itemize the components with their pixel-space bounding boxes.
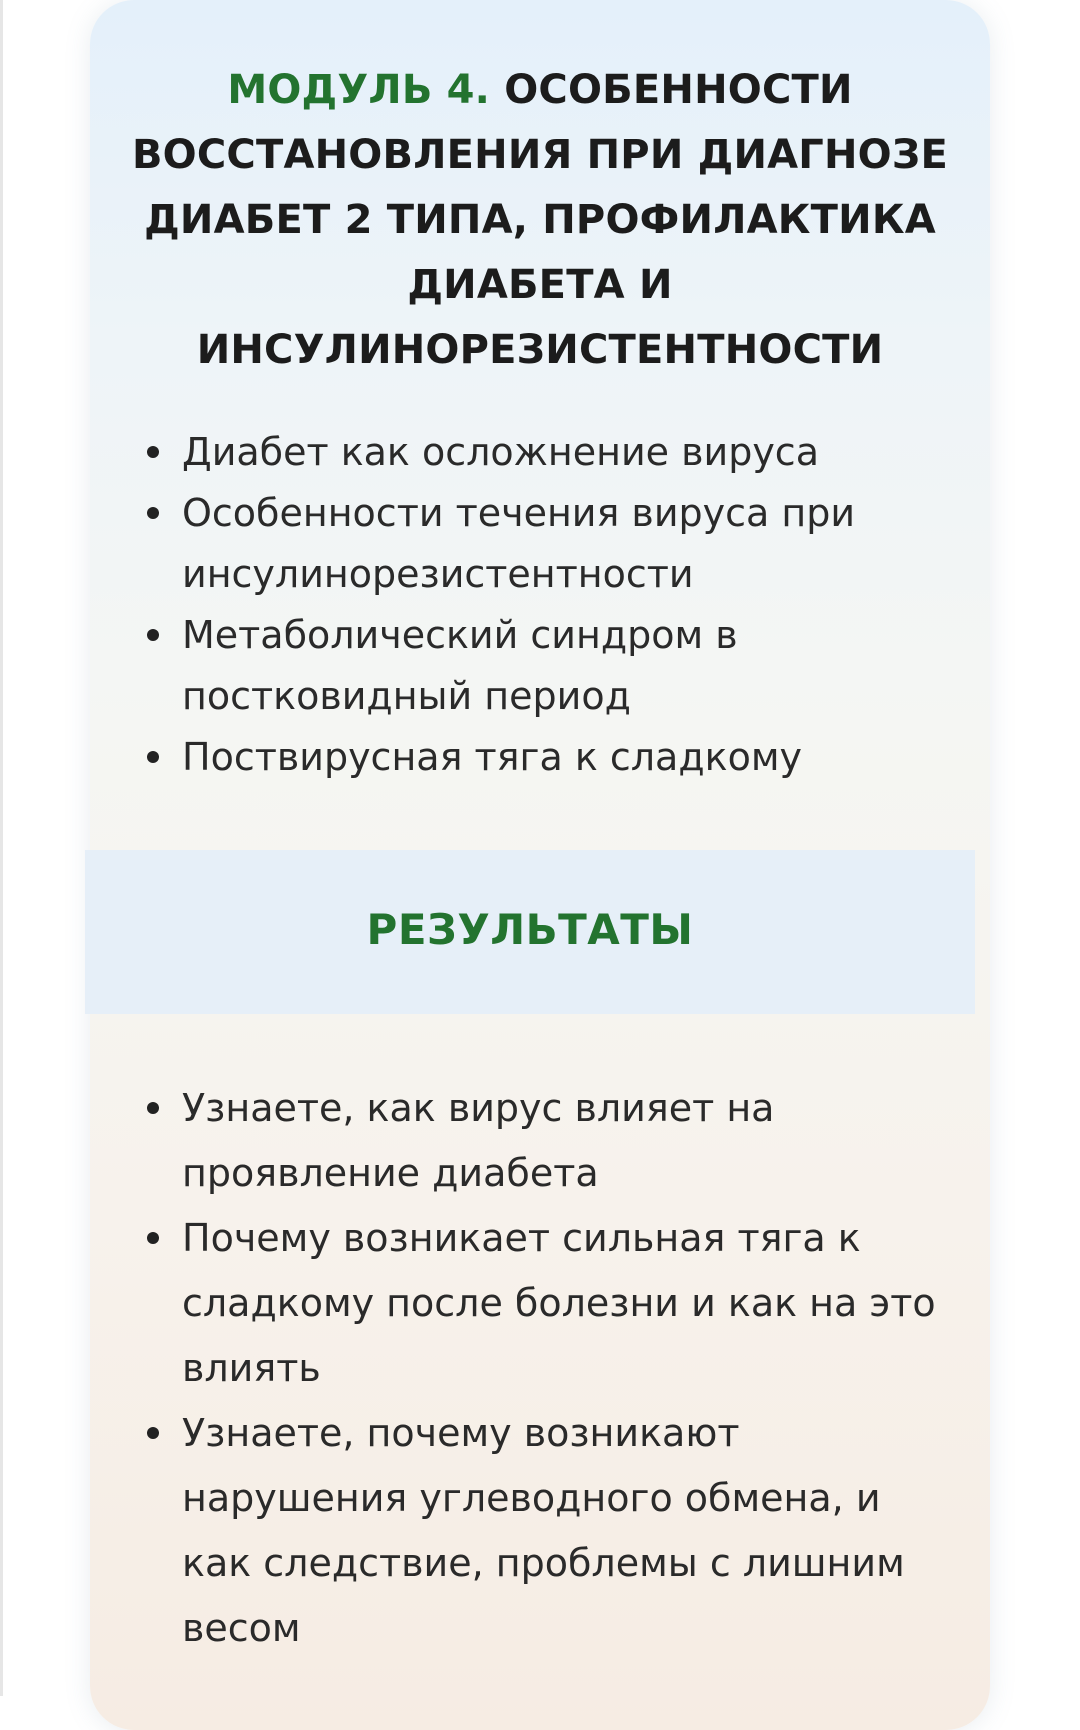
topic-text: Особенности течения вируса при инсулинорезистентности (182, 491, 856, 596)
page-left-edge (0, 0, 3, 1696)
bullet-icon (147, 1232, 159, 1244)
list-item (90, 1401, 990, 1661)
list-item (90, 1076, 990, 1206)
bullet-icon (147, 507, 159, 519)
topic-text: Поствирусная тяга к сладкому (182, 735, 802, 779)
bullet-icon (147, 751, 159, 763)
result-text: Узнаете, почему возникают нарушения углеводного обмена, и как следствие, проблемы с лишним весом (182, 1411, 905, 1650)
module-topics-list (90, 422, 990, 788)
list-item (90, 483, 990, 605)
module-number-label: МОДУЛЬ 4. (227, 67, 491, 113)
bullet-icon (147, 1102, 159, 1114)
bullet-icon (147, 629, 159, 641)
topic-text: Метаболический синдром в постковидный период (182, 613, 738, 718)
list-item (90, 727, 990, 788)
results-header-band (85, 850, 975, 1014)
topic-text: Диабет как осложнение вируса (182, 430, 819, 474)
result-text: Почему возникает сильная тяга к сладкому после болезни и как на это влиять (182, 1216, 936, 1390)
module-title-text: ОСОБЕННОСТИ ВОССТАНОВЛЕНИЯ ПРИ ДИАГНОЗЕ ДИАБЕТ 2 ТИПА, ПРОФИЛАКТИКА ДИАБЕТА И ИНСУЛИНОРЕЗИСТЕНТНОСТИ (131, 67, 948, 373)
list-item (90, 1206, 990, 1401)
result-text: Узнаете, как вирус влияет на проявление диабета (182, 1086, 775, 1195)
bullet-icon (147, 1427, 159, 1439)
module-title (130, 58, 950, 383)
list-item (90, 422, 990, 483)
results-title: РЕЗУЛЬТАТЫ (366, 905, 694, 954)
list-item (90, 605, 990, 727)
bullet-icon (147, 446, 159, 458)
results-list (90, 1076, 990, 1661)
